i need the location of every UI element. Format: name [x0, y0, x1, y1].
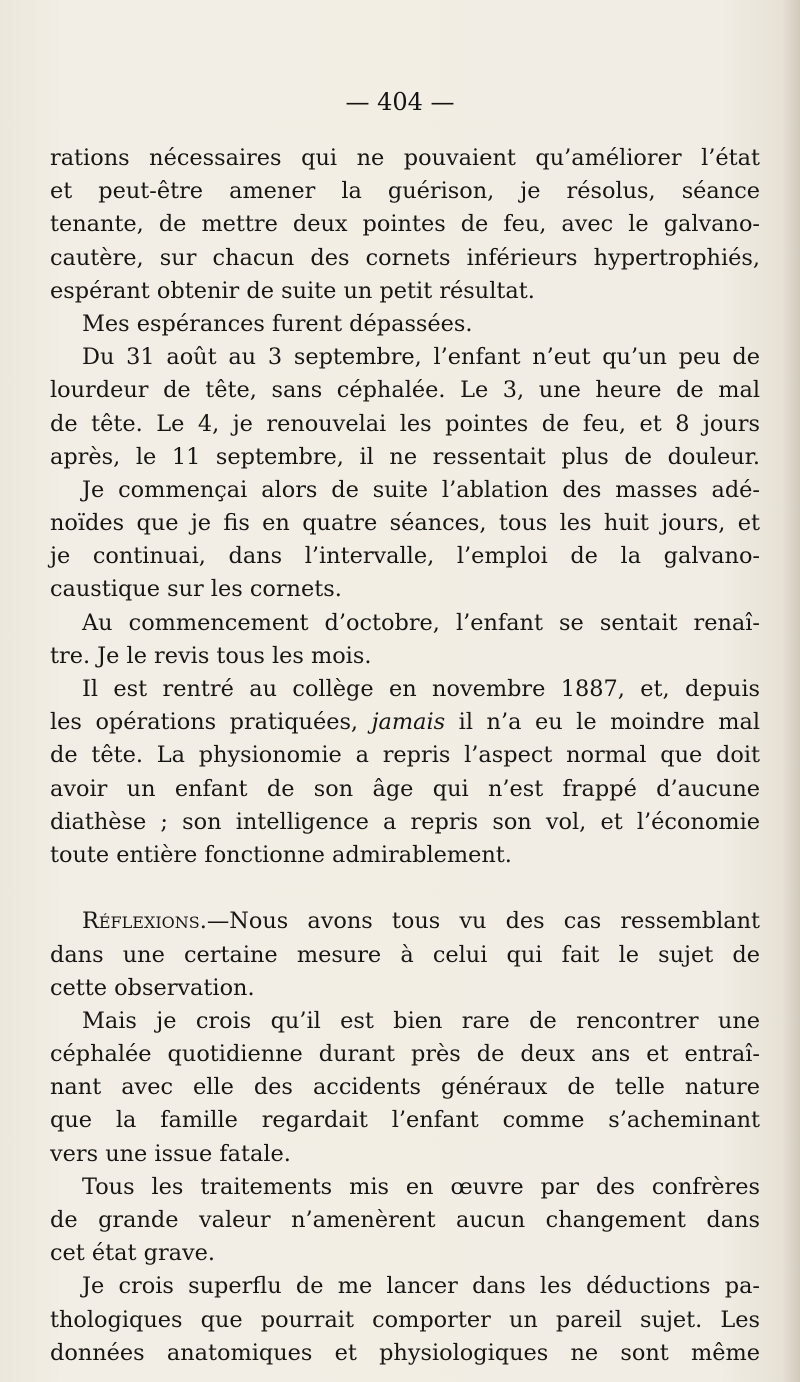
- text-line: dans une certaine mesure à celui qui fait le sujet de: [50, 941, 760, 968]
- page-number: — 404 —: [345, 88, 455, 116]
- text-line: vers une issue fatale.: [50, 1140, 291, 1167]
- text-line: Du 31 août au 3 septembre, l’enfant n’eut qu’un peu de: [82, 344, 760, 371]
- text-line: Je commençai alors de suite l’ablation des masses adé-: [82, 476, 760, 503]
- text-line: diathèse ; son intelligence a repris son vol, et l’économie: [50, 808, 760, 835]
- text-line: cette observation.: [50, 974, 255, 1001]
- text-line: de grande valeur n’amenèrent aucun changement dans: [50, 1207, 760, 1233]
- italic-text: jamais: [371, 709, 446, 736]
- text-line: que la famille regardait l’enfant comme s’acheminant: [50, 1107, 760, 1134]
- text-line: de tête. Le 4, je renouvelai les pointes de feu, et 8 jours: [50, 410, 760, 437]
- text-line: noïdes que je fis en quatre séances, tous les huit jours, et: [50, 510, 760, 537]
- text-line: avoir un enfant de son âge qui n’est frappé d’aucune: [50, 775, 760, 802]
- text-line: Tous les traitements mis en œuvre par des confrères: [82, 1173, 760, 1200]
- text-line: cautère, sur chacun des cornets inférieurs hypertrophiés,: [50, 244, 760, 271]
- paragraph-gap: [50, 872, 760, 905]
- text-line: Mais je crois qu’il est bien rare de rencontrer une: [82, 1007, 760, 1034]
- text-line: je continuai, dans l’intervalle, l’emploi de la galvano-: [50, 543, 760, 570]
- text-line: espérant obtenir de suite un petit résultat.: [50, 277, 535, 304]
- text-line: lourdeur de tête, sans céphalée. Le 3, une heure de mal: [50, 377, 760, 404]
- body-text: [50, 142, 760, 1370]
- text-line: après, le 11 septembre, il ne ressentait plus de douleur.: [50, 443, 760, 470]
- text-line: caustique sur les cornets.: [50, 576, 342, 603]
- text-line: Au commencement d’octobre, l’enfant se sentait renaî-: [82, 609, 760, 636]
- text-line: toute entière fonctionne admirablement.: [50, 841, 512, 868]
- text-line: thologiques que pourrait comporter un pareil sujet. Les: [50, 1306, 760, 1333]
- text-line: données anatomiques et physiologiques ne sont même: [50, 1339, 760, 1366]
- text-line: et peut-être amener la guérison, je résolus, séance: [50, 178, 760, 205]
- text-segment: —Nous avons tous vu des cas ressemblant: [206, 908, 760, 935]
- text-line: Mes espérances furent dépassées.: [82, 310, 473, 337]
- text-line: [50, 905, 760, 938]
- text-line: Je crois superflu de me lancer dans les déductions pa-: [82, 1273, 760, 1300]
- text-line: tre. Je le revis tous les mois.: [50, 642, 372, 669]
- text-line: tenante, de mettre deux pointes de feu, avec le galvano-: [50, 211, 760, 238]
- text-line: Il est rentré au collège en novembre 1887, et, depuis: [82, 676, 760, 702]
- text-segment: il n’a eu le moindre mal: [445, 709, 760, 736]
- text-line: cet état grave.: [50, 1240, 216, 1267]
- text-line: [50, 706, 760, 739]
- page-edge-shadow: [782, 0, 800, 1382]
- text-segment: les opérations pratiquées,: [50, 709, 372, 736]
- text-line: nant avec elle des accidents généraux de telle nature: [50, 1074, 760, 1101]
- text-line: rations nécessaires qui ne pouvaient qu’améliorer l’état: [50, 145, 760, 171]
- text-line: céphalée quotidienne durant près de deux ans et entraî-: [50, 1041, 760, 1068]
- section-heading: Réflexions.: [82, 908, 207, 935]
- text-line: de tête. La physionomie a repris l’aspect normal que doit: [50, 742, 760, 769]
